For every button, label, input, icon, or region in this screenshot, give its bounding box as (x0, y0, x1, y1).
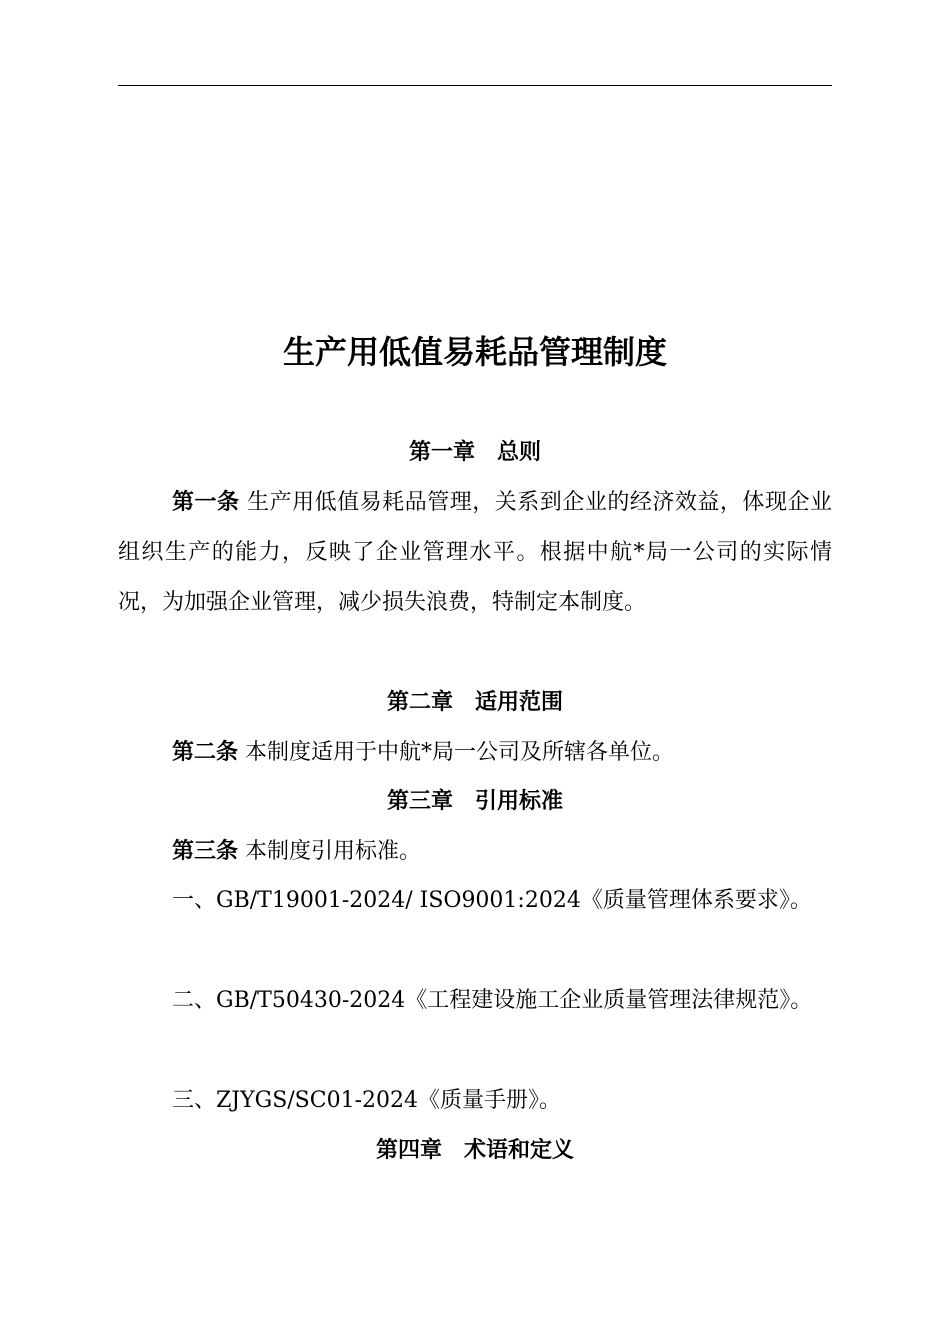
chapter-heading: 第三章 引用标准 (386, 789, 563, 814)
standard-item: 一、GB/T19001-2024/ ISO9001:2024《质量管理体系要求》。 (172, 888, 812, 913)
article-text: 本制度引用标准。 (245, 839, 422, 864)
article-label: 第三条 (172, 839, 239, 864)
standard-item: 二、GB/T50430-2024《工程建设施工企业质量管理法律规范》。 (172, 988, 813, 1013)
article-paragraph (172, 738, 886, 768)
chapter-heading: 第二章 适用范围 (386, 690, 563, 715)
article-paragraph (118, 478, 832, 628)
standard-item: 三、ZJYGS/SC01-2024《质量手册》。 (172, 1088, 562, 1113)
header-rule (118, 85, 832, 86)
article-label: 第二条 (172, 740, 239, 765)
article-label: 第一条 (172, 490, 240, 515)
article-paragraph (172, 837, 886, 867)
chapter-heading: 第一章 总则 (408, 440, 541, 465)
article-text: 本制度适用于中航*局一公司及所辖各单位。 (245, 740, 675, 765)
chapter-heading: 第四章 术语和定义 (375, 1138, 574, 1163)
article-text: 生产用低值易耗品管理，关系到企业的经济效益，体现企业组织生产的能力，反映了企业管理水平。根据中航*局一公司的实际情况，为加强企业管理，减少损失浪费，特制定本制度。 (118, 490, 832, 615)
document-title: 生产用低值易耗品管理制度 (282, 333, 667, 371)
